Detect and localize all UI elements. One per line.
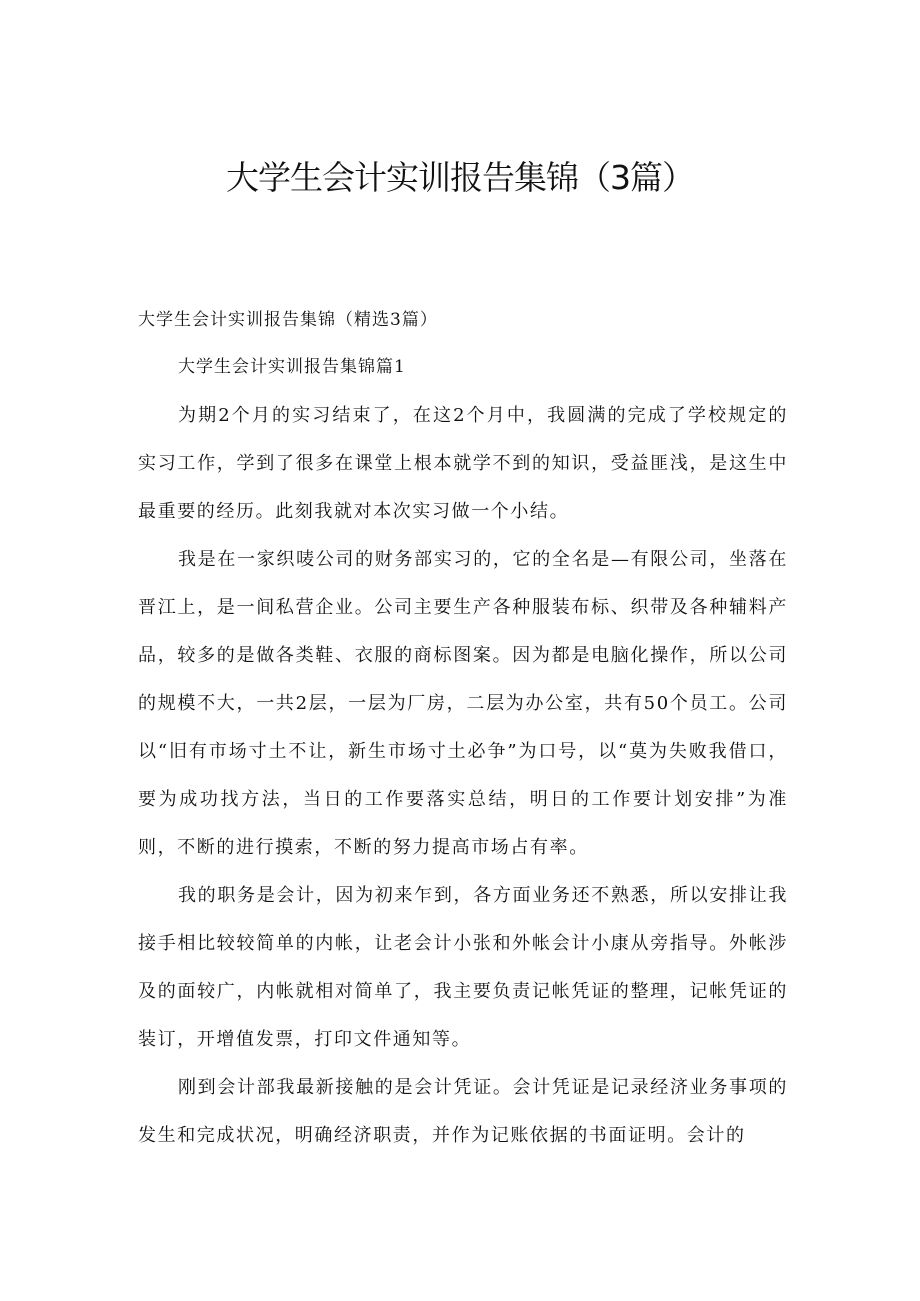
paragraph: 为期2个月的实习结束了，在这2个月中，我圆满的完成了学校规定的实习工作，学到了很多在课堂上根本就学不到的知识，受益匪浅，是这生中最重要的经历。此刻我就对本次实习做一个小结。 <box>138 405 788 522</box>
paragraph: 刚到会计部我最新接触的是会计凭证。会计凭证是记录经济业务事项的发生和完成状况，明确经济职责，并作为记账依据的书面证明。会计的 <box>138 1077 788 1146</box>
paragraph: 我是在一家织唛公司的财务部实习的，它的全名是—有限公司，坐落在晋江上，是一间私营企业。公司主要生产各种服装布标、织带及各种辅料产品，较多的是做各类鞋、衣服的商标图案。因为都是电脑化操作，所以公司的规模不大，一共2层，一层为厂房，二层为办公室，共有50个员工。公司以“旧有市场寸土不让，新生市场寸土必争”为口号，以“莫为失败我借口，要为成功找方法，当日的工作要落实总结，明日的工作要计划安排”为准则，不断的进行摸索，不断的努力提高市场占有率。 <box>138 549 788 858</box>
document-subtitle: 大学生会计实训报告集锦（精选3篇） <box>138 310 438 330</box>
paragraph: 我的职务是会计，因为初来乍到，各方面业务还不熟悉，所以安排让我接手相比较较简单的内帐，让老会计小张和外帐会计小康从旁指导。外帐涉及的面较广，内帐就相对简单了，我主要负责记帐凭证的整理，记帐凭证的装订，开增值发票，打印文件通知等。 <box>138 885 788 1050</box>
document-title: 大学生会计实训报告集锦（3篇） <box>226 158 694 197</box>
section-heading: 大学生会计实训报告集锦篇1 <box>178 357 406 377</box>
